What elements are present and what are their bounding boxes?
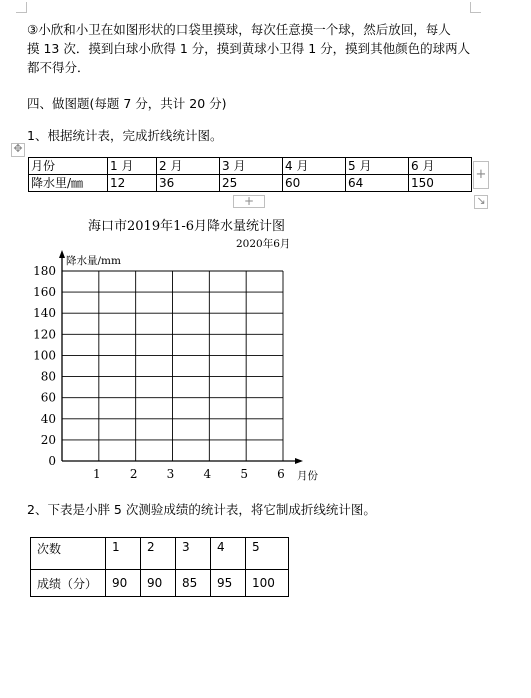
y-tick-label: 60 [40, 390, 56, 405]
table-cell[interactable]: 1 月 [108, 158, 157, 175]
y-tick-label: 20 [40, 432, 56, 447]
y-tick-label: 80 [40, 369, 56, 384]
table-cell[interactable]: 1 [106, 538, 141, 570]
scores-table [30, 537, 289, 597]
x-tick-label: 2 [129, 467, 138, 481]
y-tick-label: 120 [33, 327, 56, 342]
y-axis-label: 降水量/mm [66, 255, 121, 267]
table-cell[interactable]: 5 月 [346, 158, 409, 175]
table-move-handle[interactable]: ✥ [11, 143, 25, 157]
page-corner-top-right [470, 2, 481, 13]
y-tick-label: 160 [33, 285, 56, 300]
line-chart [0, 205, 531, 495]
table-row [31, 570, 289, 597]
table-cell[interactable]: 次数 [31, 538, 106, 570]
table-cell[interactable]: 90 [141, 570, 176, 597]
table-cell[interactable]: 2 月 [157, 158, 220, 175]
table-row [29, 158, 472, 175]
table-cell[interactable]: 6 月 [409, 158, 472, 175]
rainfall-table [28, 157, 472, 192]
x-tick-label: 1 [93, 467, 101, 481]
page-corner-top-left [16, 2, 27, 13]
x-axis-label: 月份 [297, 470, 318, 482]
chart-title: 海口市2019年1-6月降水量统计图 [88, 219, 286, 234]
y-tick-label: 100 [33, 348, 56, 363]
chart-axes [59, 250, 303, 464]
table-cell[interactable]: 36 [157, 175, 220, 192]
table-cell[interactable]: 85 [176, 570, 211, 597]
x-tick-label: 6 [277, 467, 285, 481]
add-row-button[interactable]: + [233, 195, 265, 208]
table-cell[interactable]: 150 [409, 175, 472, 192]
table-row [29, 175, 472, 192]
y-tick-label: 40 [40, 411, 56, 426]
chart-grid [62, 271, 283, 461]
table-cell[interactable]: 25 [220, 175, 283, 192]
table-cell[interactable]: 12 [108, 175, 157, 192]
paragraph-line: 摸 13 次．摸到白球小欣得 1 分，摸到黄球小卫得 1 分，摸到其他颜色的球两人 [27, 41, 471, 56]
table-cell[interactable]: 60 [283, 175, 346, 192]
y-tick-label: 140 [33, 306, 56, 321]
table-cell[interactable]: 100 [246, 570, 289, 597]
table-cell[interactable]: 64 [346, 175, 409, 192]
table-row [31, 538, 289, 570]
y-axis-arrow [59, 250, 65, 258]
paragraph-line: ③小欣和小卫在如图形状的口袋里摸球，每次任意摸一个球，然后放回，每人 [27, 22, 451, 37]
table-cell[interactable]: 5 [246, 538, 289, 570]
table-cell[interactable]: 4 [211, 538, 246, 570]
table-cell[interactable]: 月份 [29, 158, 108, 175]
table-cell[interactable]: 3 月 [220, 158, 283, 175]
table-cell[interactable]: 4 月 [283, 158, 346, 175]
question-1: 1、根据统计表，完成折线统计图。 [27, 128, 223, 143]
x-axis-arrow [295, 458, 303, 464]
table-cell[interactable]: 95 [211, 570, 246, 597]
table-cell[interactable]: 3 [176, 538, 211, 570]
table-cell[interactable]: 成绩（分） [31, 570, 106, 597]
question-2: 2、下表是小胖 5 次测验成绩的统计表，将它制成折线统计图。 [27, 502, 376, 517]
chart-subtitle: 2020年6月 [236, 238, 291, 250]
paragraph-line: 都不得分． [27, 60, 90, 75]
y-tick-label: 180 [33, 264, 56, 278]
chart-ticks [33, 264, 285, 481]
x-tick-label: 3 [166, 467, 175, 481]
table-cell[interactable]: 2 [141, 538, 176, 570]
x-tick-label: 5 [240, 467, 248, 481]
x-tick-label: 4 [203, 467, 212, 481]
table-cell[interactable]: 降水里/㎜ [29, 175, 108, 192]
y-tick-label: 0 [48, 454, 56, 468]
table-resize-handle[interactable]: ↘ [474, 195, 488, 209]
table-cell[interactable]: 90 [106, 570, 141, 597]
section-title: 四、做图题(每题 7 分，共计 20 分) [27, 96, 227, 111]
add-column-button[interactable]: + [473, 161, 489, 189]
